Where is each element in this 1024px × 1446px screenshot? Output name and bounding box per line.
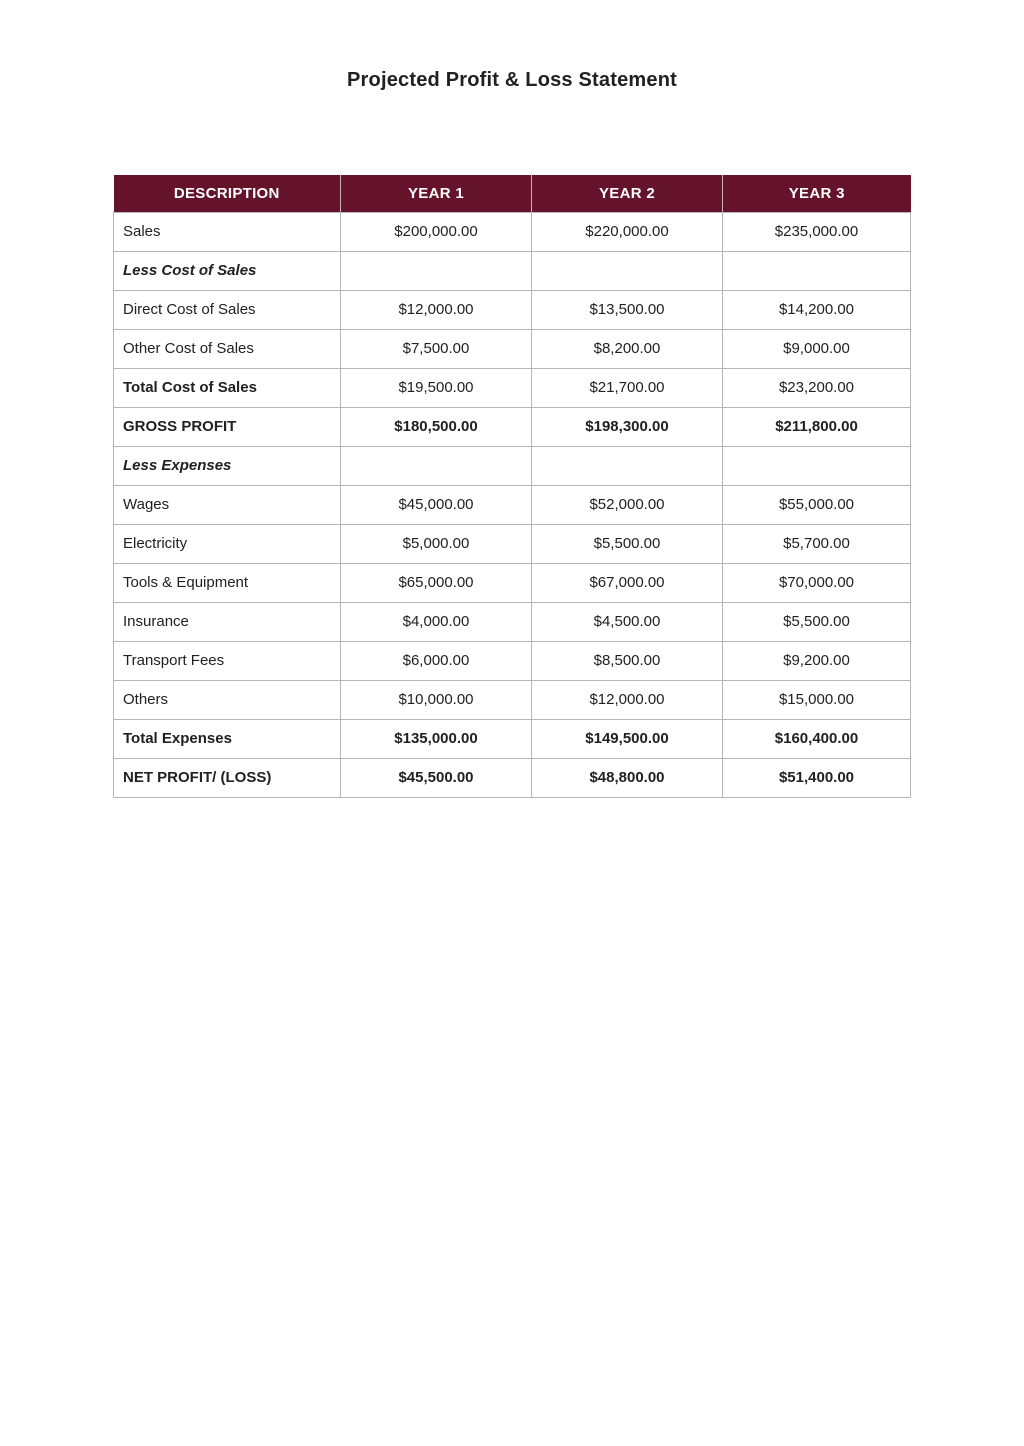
table-row	[114, 407, 911, 446]
row-label: Electricity	[114, 524, 341, 563]
cell-value: $235,000.00	[723, 212, 911, 251]
row-label: Direct Cost of Sales	[114, 290, 341, 329]
row-label: Less Cost of Sales	[114, 251, 341, 290]
row-label: Insurance	[114, 602, 341, 641]
row-label: Total Cost of Sales	[114, 368, 341, 407]
row-label: Total Expenses	[114, 719, 341, 758]
cell-value: $45,000.00	[341, 485, 532, 524]
cell-value: $211,800.00	[723, 407, 911, 446]
cell-value: $6,000.00	[341, 641, 532, 680]
header-year-2: YEAR 2	[532, 175, 723, 212]
row-label: Others	[114, 680, 341, 719]
table-row	[114, 446, 911, 485]
row-label: Other Cost of Sales	[114, 329, 341, 368]
table-row	[114, 719, 911, 758]
table-row	[114, 563, 911, 602]
table-row	[114, 290, 911, 329]
cell-value	[532, 446, 723, 485]
cell-value: $12,000.00	[341, 290, 532, 329]
cell-value: $5,700.00	[723, 524, 911, 563]
cell-value: $67,000.00	[532, 563, 723, 602]
table-row	[114, 758, 911, 797]
cell-value: $52,000.00	[532, 485, 723, 524]
cell-value: $15,000.00	[723, 680, 911, 719]
table-row	[114, 524, 911, 563]
cell-value: $12,000.00	[532, 680, 723, 719]
table-row	[114, 485, 911, 524]
cell-value: $5,500.00	[532, 524, 723, 563]
cell-value: $45,500.00	[341, 758, 532, 797]
row-label: NET PROFIT/ (LOSS)	[114, 758, 341, 797]
page-title: Projected Profit & Loss Statement	[347, 69, 677, 91]
cell-value: $10,000.00	[341, 680, 532, 719]
cell-value: $19,500.00	[341, 368, 532, 407]
cell-value	[341, 251, 532, 290]
cell-value: $13,500.00	[532, 290, 723, 329]
cell-value: $4,000.00	[341, 602, 532, 641]
row-label: Tools & Equipment	[114, 563, 341, 602]
row-label: Transport Fees	[114, 641, 341, 680]
cell-value: $200,000.00	[341, 212, 532, 251]
table-row	[114, 368, 911, 407]
cell-value: $220,000.00	[532, 212, 723, 251]
table-header-row	[114, 175, 911, 212]
cell-value: $180,500.00	[341, 407, 532, 446]
cell-value: $9,200.00	[723, 641, 911, 680]
table-row	[114, 602, 911, 641]
cell-value	[532, 251, 723, 290]
table-row	[114, 329, 911, 368]
cell-value: $4,500.00	[532, 602, 723, 641]
cell-value: $198,300.00	[532, 407, 723, 446]
cell-value: $7,500.00	[341, 329, 532, 368]
cell-value: $65,000.00	[341, 563, 532, 602]
table-row	[114, 251, 911, 290]
cell-value: $14,200.00	[723, 290, 911, 329]
row-label: Wages	[114, 485, 341, 524]
cell-value: $23,200.00	[723, 368, 911, 407]
row-label: Less Expenses	[114, 446, 341, 485]
cell-value: $135,000.00	[341, 719, 532, 758]
table-row	[114, 212, 911, 251]
profit-loss-table	[113, 175, 911, 798]
cell-value: $51,400.00	[723, 758, 911, 797]
cell-value	[723, 251, 911, 290]
cell-value: $5,000.00	[341, 524, 532, 563]
header-year-3: YEAR 3	[723, 175, 911, 212]
cell-value: $8,200.00	[532, 329, 723, 368]
cell-value: $70,000.00	[723, 563, 911, 602]
cell-value: $8,500.00	[532, 641, 723, 680]
cell-value	[341, 446, 532, 485]
cell-value: $55,000.00	[723, 485, 911, 524]
cell-value: $5,500.00	[723, 602, 911, 641]
header-description: DESCRIPTION	[114, 175, 341, 212]
cell-value: $48,800.00	[532, 758, 723, 797]
cell-value: $160,400.00	[723, 719, 911, 758]
cell-value	[723, 446, 911, 485]
table-row	[114, 641, 911, 680]
row-label: GROSS PROFIT	[114, 407, 341, 446]
row-label: Sales	[114, 212, 341, 251]
cell-value: $149,500.00	[532, 719, 723, 758]
header-year-1: YEAR 1	[341, 175, 532, 212]
cell-value: $21,700.00	[532, 368, 723, 407]
table-row	[114, 680, 911, 719]
cell-value: $9,000.00	[723, 329, 911, 368]
table-body	[114, 212, 911, 797]
